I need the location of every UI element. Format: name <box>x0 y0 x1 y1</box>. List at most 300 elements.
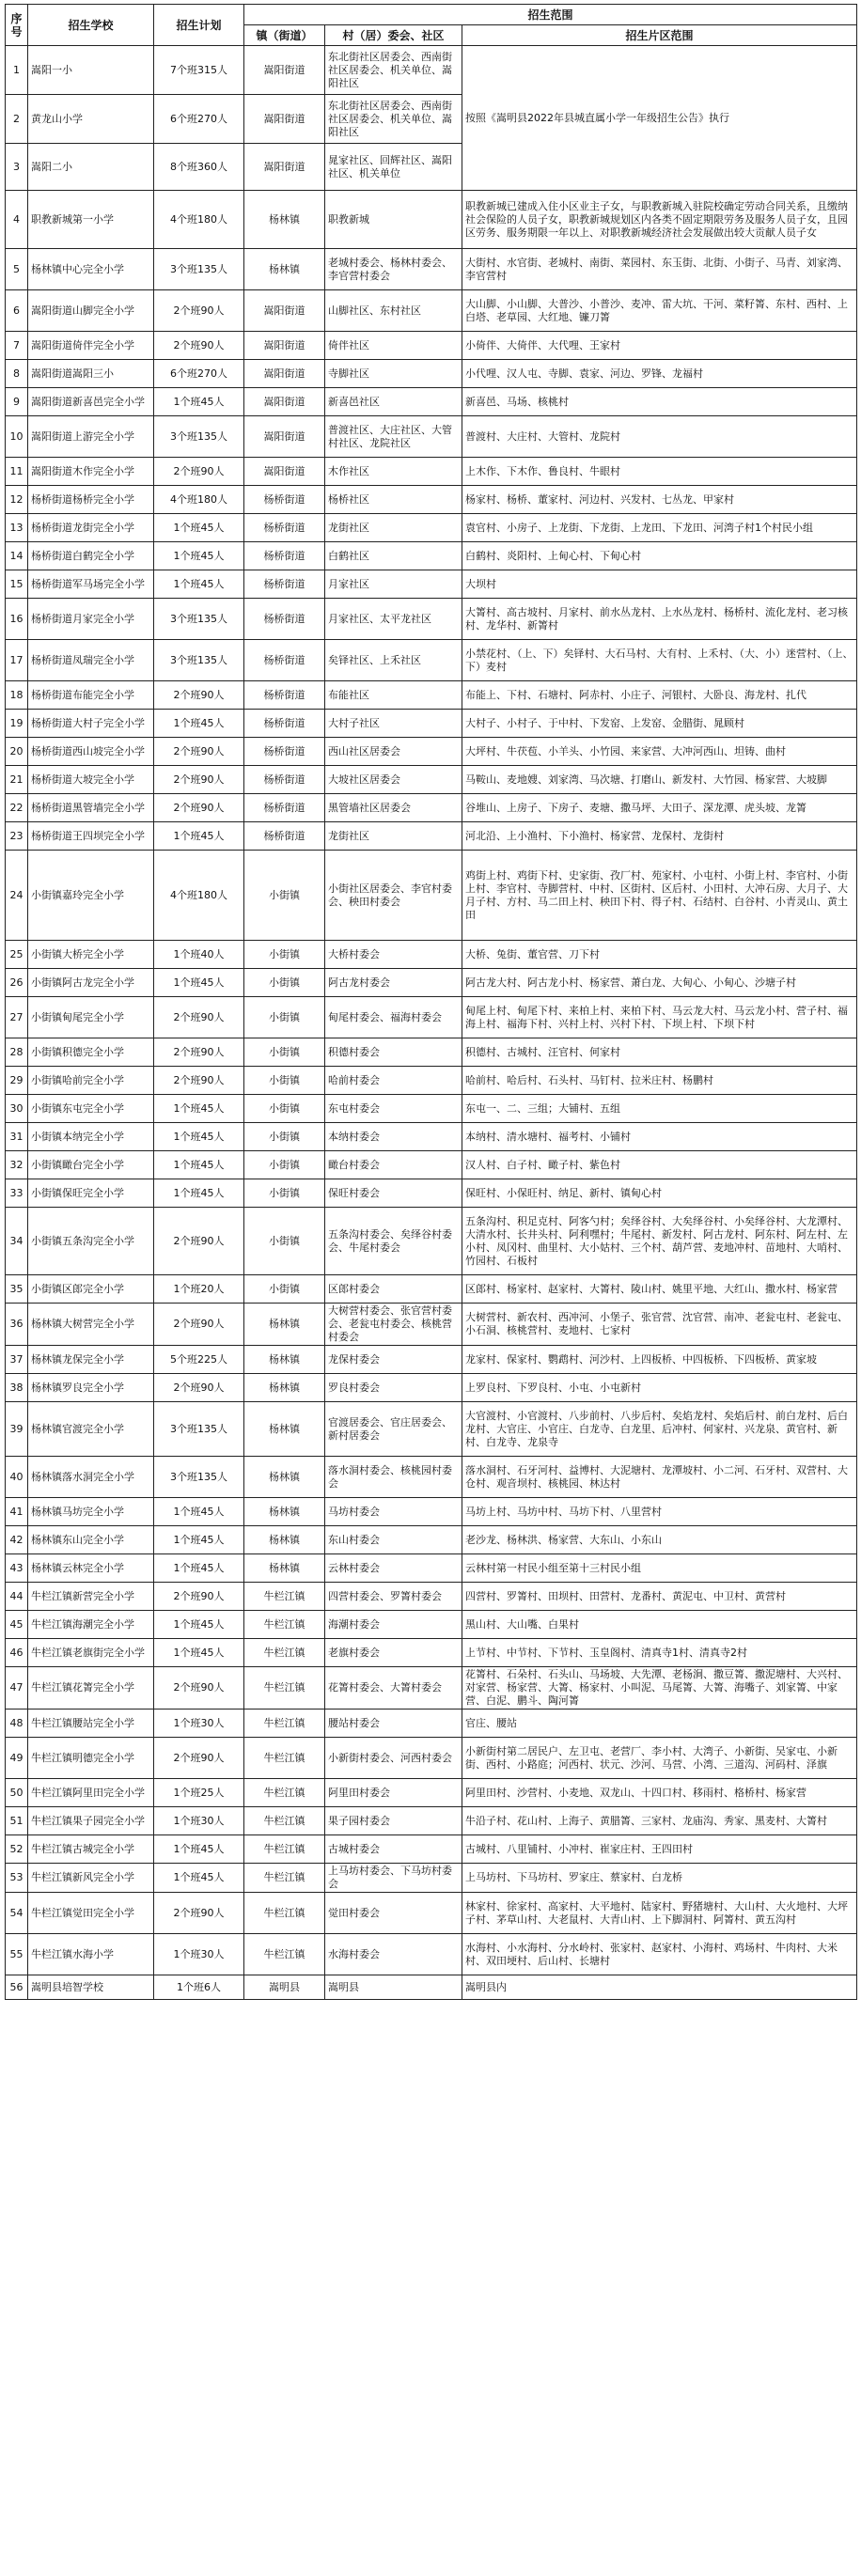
town-name: 杨林镇 <box>244 1554 325 1583</box>
table-body <box>6 46 857 2000</box>
enrollment-plan: 1个班45人 <box>154 1498 244 1526</box>
village-committee: 大树营村委会、张官营村委会、老瓮屯村委会、核桃营村委会 <box>325 1304 462 1346</box>
enrollment-plan: 8个班360人 <box>154 144 244 191</box>
table-row <box>6 969 857 997</box>
enrollment-plan: 1个班45人 <box>154 388 244 416</box>
town-name: 牛栏江镇 <box>244 1835 325 1864</box>
table-row <box>6 1710 857 1738</box>
school-name: 嵩阳街道嵩阳三小 <box>28 360 154 388</box>
village-committee: 矣铎社区、上禾社区 <box>325 640 462 681</box>
row-number: 19 <box>6 710 28 738</box>
row-number: 26 <box>6 969 28 997</box>
school-name: 小街镇保旺完全小学 <box>28 1179 154 1208</box>
row-number: 38 <box>6 1374 28 1402</box>
row-number: 28 <box>6 1038 28 1067</box>
school-name: 杨桥街道军马场完全小学 <box>28 570 154 599</box>
header-row-1 <box>6 5 857 25</box>
enrollment-area: 大桥、兔街、董官营、刀下村 <box>462 941 857 969</box>
school-name: 小街镇区郎完全小学 <box>28 1275 154 1304</box>
enrollment-plan: 3个班135人 <box>154 249 244 290</box>
enrollment-area: 马坊上村、马坊中村、马坊下村、八里营村 <box>462 1498 857 1526</box>
enrollment-plan: 1个班45人 <box>154 1179 244 1208</box>
table-row <box>6 416 857 458</box>
row-number: 40 <box>6 1457 28 1498</box>
header-scope: 招生范围 <box>244 5 857 25</box>
row-number: 49 <box>6 1738 28 1779</box>
school-name: 牛栏江镇新营完全小学 <box>28 1583 154 1611</box>
enrollment-plan: 2个班90人 <box>154 1208 244 1275</box>
school-name: 小街镇五条沟完全小学 <box>28 1208 154 1275</box>
row-number: 54 <box>6 1893 28 1934</box>
school-name: 杨桥街道黑管墙完全小学 <box>28 794 154 822</box>
enrollment-area: 甸尾上村、甸尾下村、来柏上村、来柏下村、马云龙大村、马云龙小村、营子村、福海上村、福海下村、兴村上村、兴村下村、下坝上村、下坝下村 <box>462 997 857 1038</box>
table-row <box>6 1067 857 1095</box>
row-number: 34 <box>6 1208 28 1275</box>
row-number: 31 <box>6 1123 28 1151</box>
enrollment-area: 牛沿子村、花山村、上海子、黄腊箐、三家村、龙庙沟、秀家、黑麦村、大箐村 <box>462 1807 857 1835</box>
village-committee: 山脚社区、东村社区 <box>325 290 462 332</box>
table-row <box>6 1095 857 1123</box>
table-row <box>6 332 857 360</box>
table-row <box>6 1374 857 1402</box>
enrollment-plan: 3个班135人 <box>154 1402 244 1457</box>
header-area: 招生片区范围 <box>462 25 857 46</box>
row-number: 51 <box>6 1807 28 1835</box>
village-committee: 瞰台村委会 <box>325 1151 462 1179</box>
row-number: 13 <box>6 514 28 542</box>
school-name: 杨桥街道布能完全小学 <box>28 681 154 710</box>
village-committee: 老旗村委会 <box>325 1639 462 1667</box>
row-number: 45 <box>6 1611 28 1639</box>
row-number: 43 <box>6 1554 28 1583</box>
town-name: 杨桥街道 <box>244 542 325 570</box>
village-committee: 大桥村委会 <box>325 941 462 969</box>
table-row <box>6 1807 857 1835</box>
table-row <box>6 1893 857 1934</box>
town-name: 杨桥街道 <box>244 681 325 710</box>
village-committee: 黑管墙社区居委会 <box>325 794 462 822</box>
table-row <box>6 1179 857 1208</box>
enrollment-area: 小禁花村、（上、下）矣铎村、大石马村、大有村、上禾村、（大、小）迷营村、（上、下）麦村 <box>462 640 857 681</box>
enrollment-area: 大树营村、新农村、西冲河、小堡子、张官营、沈官营、南冲、老瓮屯村、老瓮屯、小石洞、核桃营村、麦地村、七家村 <box>462 1304 857 1346</box>
village-committee: 木作社区 <box>325 458 462 486</box>
table-row <box>6 599 857 640</box>
town-name: 牛栏江镇 <box>244 1934 325 1975</box>
row-number: 30 <box>6 1095 28 1123</box>
town-name: 杨桥街道 <box>244 738 325 766</box>
town-name: 牛栏江镇 <box>244 1893 325 1934</box>
school-name: 牛栏江镇老旗街完全小学 <box>28 1639 154 1667</box>
enrollment-area: 五条沟村、积足克村、阿客勺村；矣绎谷村、大矣绎谷村、小矣绎谷村、大龙潭村、大清水村、长井头村、阿利嘿村；牛尾村、新发村、阿古龙村、阿东村、阿左村、左小村、凤冈村、曲里村、大小姑村、三个村、葫芦营、麦地冲村、苗地村、大哨村、竹园村、石板村 <box>462 1208 857 1275</box>
town-name: 小街镇 <box>244 1067 325 1095</box>
enrollment-plan: 1个班45人 <box>154 969 244 997</box>
table-row <box>6 1738 857 1779</box>
enrollment-plan: 3个班135人 <box>154 599 244 640</box>
school-name: 嵩阳街道上游完全小学 <box>28 416 154 458</box>
row-number: 53 <box>6 1864 28 1893</box>
enrollment-plan: 1个班20人 <box>154 1275 244 1304</box>
enrollment-area: 大山脚、小山脚、大普沙、小普沙、麦冲、雷大坑、干河、菜籽箐、东村、西村、上白塔、老草园、大红地、镰刀箐 <box>462 290 857 332</box>
enrollment-area: 上罗良村、下罗良村、小屯、小屯新村 <box>462 1374 857 1402</box>
enrollment-plan: 1个班45人 <box>154 1639 244 1667</box>
row-number: 44 <box>6 1583 28 1611</box>
enrollment-plan: 2个班90人 <box>154 1067 244 1095</box>
enrollment-area: 东屯一、二、三组；大铺村、五组 <box>462 1095 857 1123</box>
enrollment-area: 职教新城已建成入住小区业主子女，与职教新城入驻院校确定劳动合同关系，且缴纳社会保险的人员子女，职教新城规划区内各类不固定期限劳务及服务人员子女，且园区劳务、服务期限一年以上、对职教新城经济社会发展做出较大贡献人员子女 <box>462 191 857 249</box>
school-name: 嵩阳街道新喜邑完全小学 <box>28 388 154 416</box>
enrollment-area: 本纳村、清水塘村、福考村、小铺村 <box>462 1123 857 1151</box>
enrollment-plan: 3个班135人 <box>154 640 244 681</box>
row-number: 23 <box>6 822 28 851</box>
enrollment-plan: 1个班45人 <box>154 710 244 738</box>
row-number: 52 <box>6 1835 28 1864</box>
enrollment-area: 嵩明县内 <box>462 1975 857 2000</box>
school-name: 小街镇本纳完全小学 <box>28 1123 154 1151</box>
table-row <box>6 570 857 599</box>
enrollment-area: 大坪村、牛茯苞、小羊头、小竹园、来家营、大冲河西山、坦铸、曲村 <box>462 738 857 766</box>
enrollment-area: 黑山村、大山嘴、白果村 <box>462 1611 857 1639</box>
village-committee: 布能社区 <box>325 681 462 710</box>
enrollment-plan: 1个班45人 <box>154 1151 244 1179</box>
enrollment-plan: 1个班45人 <box>154 570 244 599</box>
school-name: 杨桥街道杨桥完全小学 <box>28 486 154 514</box>
enrollment-plan: 2个班90人 <box>154 1893 244 1934</box>
row-number: 56 <box>6 1975 28 2000</box>
village-committee: 普渡社区、大庄社区、大管村社区、龙院社区 <box>325 416 462 458</box>
enrollment-plan: 3个班135人 <box>154 1457 244 1498</box>
table-row <box>6 46 857 95</box>
village-committee: 罗良村委会 <box>325 1374 462 1402</box>
village-committee: 区郎村委会 <box>325 1275 462 1304</box>
school-name: 杨林镇东山完全小学 <box>28 1526 154 1554</box>
row-number: 14 <box>6 542 28 570</box>
town-name: 牛栏江镇 <box>244 1611 325 1639</box>
school-name: 牛栏江镇阿里田完全小学 <box>28 1779 154 1807</box>
town-name: 杨林镇 <box>244 249 325 290</box>
enrollment-area: 杨家村、杨桥、董家村、河边村、兴发村、七丛龙、甲家村 <box>462 486 857 514</box>
table-row <box>6 1123 857 1151</box>
enrollment-plan: 2个班90人 <box>154 766 244 794</box>
village-committee: 小新街村委会、河西村委会 <box>325 1738 462 1779</box>
table-row <box>6 710 857 738</box>
town-name: 小街镇 <box>244 941 325 969</box>
row-number: 6 <box>6 290 28 332</box>
school-name: 牛栏江镇果子园完全小学 <box>28 1807 154 1835</box>
row-number: 27 <box>6 997 28 1038</box>
town-name: 牛栏江镇 <box>244 1779 325 1807</box>
village-committee: 云林村委会 <box>325 1554 462 1583</box>
table-row <box>6 191 857 249</box>
enrollment-area: 汉人村、白子村、瞰子村、紫色村 <box>462 1151 857 1179</box>
enrollment-plan: 1个班45人 <box>154 514 244 542</box>
village-committee: 小街社区居委会、李官村委会、秧田村委会 <box>325 851 462 941</box>
table-row <box>6 542 857 570</box>
school-name: 小街镇嘉玲完全小学 <box>28 851 154 941</box>
table-row <box>6 766 857 794</box>
enrollment-area: 布能上、下村、石塘村、阿赤村、小庄子、河银村、大卧良、海龙村、扎代 <box>462 681 857 710</box>
town-name: 嵩阳街道 <box>244 46 325 95</box>
table-row <box>6 1151 857 1179</box>
school-name: 杨林镇中心完全小学 <box>28 249 154 290</box>
town-name: 杨林镇 <box>244 1374 325 1402</box>
table-row <box>6 486 857 514</box>
school-name: 杨桥街道大坡完全小学 <box>28 766 154 794</box>
header-plan: 招生计划 <box>154 5 244 46</box>
enrollment-table <box>5 4 857 2000</box>
town-name: 杨桥街道 <box>244 514 325 542</box>
town-name: 杨桥街道 <box>244 486 325 514</box>
row-number: 50 <box>6 1779 28 1807</box>
enrollment-plan: 2个班90人 <box>154 738 244 766</box>
enrollment-area: 花箐村、石朵村、石头山、马场坡、大先潭、老杨涧、撒豆箐、撒泥塘村、大兴村、对家营、杨家营、大箐、杨家村、小叫泥、马尾箐、大箐、海嘴子、刘家箐、中家营、白泥、鹏斗、陶河箐 <box>462 1667 857 1710</box>
school-name: 牛栏江镇觉田完全小学 <box>28 1893 154 1934</box>
town-name: 小街镇 <box>244 997 325 1038</box>
town-name: 小街镇 <box>244 1208 325 1275</box>
school-name: 牛栏江镇海潮完全小学 <box>28 1611 154 1639</box>
school-name: 杨桥街道白鹤完全小学 <box>28 542 154 570</box>
header-town: 镇（街道） <box>244 25 325 46</box>
school-name: 嵩阳一小 <box>28 46 154 95</box>
table-row <box>6 1038 857 1067</box>
enrollment-plan: 4个班180人 <box>154 191 244 249</box>
town-name: 杨桥街道 <box>244 599 325 640</box>
row-number: 12 <box>6 486 28 514</box>
row-number: 1 <box>6 46 28 95</box>
village-committee: 果子园村委会 <box>325 1807 462 1835</box>
row-number: 24 <box>6 851 28 941</box>
town-name: 杨林镇 <box>244 1526 325 1554</box>
town-name: 小街镇 <box>244 1179 325 1208</box>
school-name: 杨桥街道凤瑞完全小学 <box>28 640 154 681</box>
row-number: 9 <box>6 388 28 416</box>
enrollment-plan: 1个班45人 <box>154 1095 244 1123</box>
village-committee: 阿里田村委会 <box>325 1779 462 1807</box>
enrollment-plan: 2个班90人 <box>154 1667 244 1710</box>
table-row <box>6 1554 857 1583</box>
row-number: 33 <box>6 1179 28 1208</box>
village-committee: 保旺村委会 <box>325 1179 462 1208</box>
village-committee: 马坊村委会 <box>325 1498 462 1526</box>
school-name: 杨林镇落水洞完全小学 <box>28 1457 154 1498</box>
enrollment-area: 大箐村、高古坡村、月家村、前水丛龙村、上水丛龙村、杨桥村、流化龙村、老习核村、龙华村、新箐村 <box>462 599 857 640</box>
village-committee: 东北街社区居委会、西南街社区居委会、机关单位、嵩阳社区 <box>325 46 462 95</box>
town-name: 小街镇 <box>244 1151 325 1179</box>
town-name: 牛栏江镇 <box>244 1667 325 1710</box>
town-name: 杨桥街道 <box>244 822 325 851</box>
enrollment-area: 林家村、徐家村、高家村、大平地村、陆家村、野猪塘村、大山村、大火地村、大坪子村、茅草山村、大老鼠村、大青山村、上下脚洞村、阿箐村、黄五沟村 <box>462 1893 857 1934</box>
town-name: 嵩阳街道 <box>244 416 325 458</box>
enrollment-area: 官庄、腰站 <box>462 1710 857 1738</box>
enrollment-plan: 1个班30人 <box>154 1807 244 1835</box>
enrollment-area: 马鞍山、麦地嫂、刘家湾、马次塘、打磨山、新发村、大竹园、杨家营、大坡脚 <box>462 766 857 794</box>
village-committee: 古城村委会 <box>325 1835 462 1864</box>
enrollment-plan: 6个班270人 <box>154 95 244 144</box>
enrollment-area: 大官渡村、小官渡村、八步前村、八步后村、矣焰龙村、矣焰后村、前白龙村、后白龙村、大官庄、小官庄、白龙寺、白龙里、后冲村、何家村、兴龙泉、黄官村、新村、白龙寺、龙泉寺 <box>462 1402 857 1457</box>
enrollment-area: 普渡村、大庄村、大管村、龙院村 <box>462 416 857 458</box>
enrollment-area: 小新街村第二居民户、左卫屯、老营厂、李小村、大湾子、小新街、吴家屯、小新街、西村、小路庭；河西村、状元、沙河、马营、小湾、三道沟、河码村、泽旗 <box>462 1738 857 1779</box>
table-row <box>6 1864 857 1893</box>
table-row <box>6 1402 857 1457</box>
school-name: 牛栏江镇新风完全小学 <box>28 1864 154 1893</box>
village-committee: 东屯村委会 <box>325 1095 462 1123</box>
town-name: 嵩阳街道 <box>244 458 325 486</box>
village-committee: 西山社区居委会 <box>325 738 462 766</box>
row-number: 35 <box>6 1275 28 1304</box>
row-number: 25 <box>6 941 28 969</box>
enrollment-plan: 1个班6人 <box>154 1975 244 2000</box>
row-number: 5 <box>6 249 28 290</box>
row-number: 46 <box>6 1639 28 1667</box>
town-name: 杨桥街道 <box>244 710 325 738</box>
enrollment-plan: 2个班90人 <box>154 681 244 710</box>
enrollment-plan: 2个班90人 <box>154 332 244 360</box>
table-row <box>6 822 857 851</box>
village-committee: 大坡社区居委会 <box>325 766 462 794</box>
village-committee: 阿古龙村委会 <box>325 969 462 997</box>
enrollment-area: 谷堆山、上房子、下房子、麦塘、撒马坪、大田子、深龙潭、虎头坡、龙箐 <box>462 794 857 822</box>
enrollment-area: 按照《嵩明县2022年县城直属小学一年级招生公告》执行 <box>462 46 857 191</box>
town-name: 小街镇 <box>244 1275 325 1304</box>
town-name: 嵩阳街道 <box>244 332 325 360</box>
enrollment-plan: 6个班270人 <box>154 360 244 388</box>
enrollment-plan: 1个班30人 <box>154 1934 244 1975</box>
enrollment-area: 鸡街上村、鸡街下村、史家街、孜厂村、苑家村、小屯村、小街上村、李官村、小街上村、李官村、寺脚营村、中村、区街村、区后村、小田村、大冲石房、大月子、大月子村、方村、马二田上村、秧田下村、得子村、石结村、白谷村、小青灵山、黄土田 <box>462 851 857 941</box>
town-name: 小街镇 <box>244 1095 325 1123</box>
enrollment-area: 古城村、八里铺村、小冲村、崔家庄村、王四田村 <box>462 1835 857 1864</box>
town-name: 牛栏江镇 <box>244 1864 325 1893</box>
village-committee: 龙街社区 <box>325 822 462 851</box>
table-row <box>6 997 857 1038</box>
village-committee: 职教新城 <box>325 191 462 249</box>
row-number: 55 <box>6 1934 28 1975</box>
table-row <box>6 851 857 941</box>
row-number: 22 <box>6 794 28 822</box>
school-name: 杨林镇马坊完全小学 <box>28 1498 154 1526</box>
table-row <box>6 1526 857 1554</box>
village-committee: 龙街社区 <box>325 514 462 542</box>
school-name: 牛栏江镇古城完全小学 <box>28 1835 154 1864</box>
village-committee: 龙保村委会 <box>325 1346 462 1374</box>
village-committee: 海潮村委会 <box>325 1611 462 1639</box>
village-committee: 官渡居委会、官庄居委会、新村居委会 <box>325 1402 462 1457</box>
village-committee: 花箐村委会、大箐村委会 <box>325 1667 462 1710</box>
enrollment-area: 小代哩、汉人屯、寺脚、袁家、河边、罗锋、龙福村 <box>462 360 857 388</box>
enrollment-plan: 1个班45人 <box>154 822 244 851</box>
enrollment-plan: 4个班180人 <box>154 851 244 941</box>
table-row <box>6 1934 857 1975</box>
village-committee: 新喜邑社区 <box>325 388 462 416</box>
village-committee: 上马坊村委会、下马坊村委会 <box>325 1864 462 1893</box>
town-name: 嵩阳街道 <box>244 360 325 388</box>
table-row <box>6 1835 857 1864</box>
enrollment-plan: 4个班180人 <box>154 486 244 514</box>
row-number: 42 <box>6 1526 28 1554</box>
enrollment-plan: 1个班45人 <box>154 542 244 570</box>
school-name: 小街镇阿古龙完全小学 <box>28 969 154 997</box>
table-row <box>6 249 857 290</box>
enrollment-plan: 1个班45人 <box>154 1554 244 1583</box>
school-name: 黄龙山小学 <box>28 95 154 144</box>
town-name: 小街镇 <box>244 1123 325 1151</box>
enrollment-plan: 2个班90人 <box>154 1038 244 1067</box>
row-number: 37 <box>6 1346 28 1374</box>
header-no: 序号 <box>6 5 28 46</box>
town-name: 牛栏江镇 <box>244 1807 325 1835</box>
table-row <box>6 1639 857 1667</box>
town-name: 嵩阳街道 <box>244 144 325 191</box>
enrollment-area: 大坝村 <box>462 570 857 599</box>
row-number: 15 <box>6 570 28 599</box>
table-row <box>6 1667 857 1710</box>
table-row <box>6 1304 857 1346</box>
school-name: 杨林镇大树营完全小学 <box>28 1304 154 1346</box>
enrollment-area: 保旺村、小保旺村、纳足、新村、镇甸心村 <box>462 1179 857 1208</box>
town-name: 杨桥街道 <box>244 640 325 681</box>
enrollment-area: 袁官村、小房子、上龙街、下龙街、上龙田、下龙田、河湾子村1个村民小组 <box>462 514 857 542</box>
village-committee: 东山村委会 <box>325 1526 462 1554</box>
row-number: 2 <box>6 95 28 144</box>
town-name: 嵩阳街道 <box>244 388 325 416</box>
enrollment-plan: 1个班30人 <box>154 1710 244 1738</box>
table-row <box>6 290 857 332</box>
village-committee: 月家社区 <box>325 570 462 599</box>
enrollment-plan: 1个班45人 <box>154 1835 244 1864</box>
village-committee: 积德村委会 <box>325 1038 462 1067</box>
enrollment-area: 落水洞村、石牙河村、益博村、大泥塘村、龙潭坡村、小二河、石牙村、双营村、大仓村、观音坝村、核桃园、林达村 <box>462 1457 857 1498</box>
town-name: 小街镇 <box>244 851 325 941</box>
town-name: 嵩阳街道 <box>244 290 325 332</box>
row-number: 21 <box>6 766 28 794</box>
table-row <box>6 1457 857 1498</box>
town-name: 小街镇 <box>244 969 325 997</box>
enrollment-plan: 2个班90人 <box>154 1304 244 1346</box>
header-village: 村（居）委会、社区 <box>325 25 462 46</box>
enrollment-table-container <box>5 4 856 2000</box>
town-name: 嵩明县 <box>244 1975 325 2000</box>
school-name: 小街镇积德完全小学 <box>28 1038 154 1067</box>
row-number: 3 <box>6 144 28 191</box>
row-number: 7 <box>6 332 28 360</box>
enrollment-plan: 7个班315人 <box>154 46 244 95</box>
row-number: 47 <box>6 1667 28 1710</box>
enrollment-plan: 2个班90人 <box>154 794 244 822</box>
table-row <box>6 1208 857 1275</box>
row-number: 32 <box>6 1151 28 1179</box>
row-number: 10 <box>6 416 28 458</box>
school-name: 职教新城第一小学 <box>28 191 154 249</box>
village-committee: 落水洞村委会、核桃园村委会 <box>325 1457 462 1498</box>
enrollment-area: 哈前村、哈后村、石头村、马钉村、拉米庄村、杨鹏村 <box>462 1067 857 1095</box>
enrollment-plan: 1个班45人 <box>154 1611 244 1639</box>
table-row <box>6 681 857 710</box>
table-row <box>6 794 857 822</box>
village-committee: 老城村委会、杨林村委会、李官营村委会 <box>325 249 462 290</box>
table-row <box>6 1583 857 1611</box>
enrollment-area: 阿里田村、沙营村、小麦地、双龙山、十四口村、移雨村、格桥村、杨家营 <box>462 1779 857 1807</box>
school-name: 杨桥街道月家完全小学 <box>28 599 154 640</box>
village-committee: 甸尾村委会、福海村委会 <box>325 997 462 1038</box>
village-committee: 月家社区、太平龙社区 <box>325 599 462 640</box>
row-number: 8 <box>6 360 28 388</box>
enrollment-plan: 2个班90人 <box>154 997 244 1038</box>
school-name: 杨林镇云林完全小学 <box>28 1554 154 1583</box>
school-name: 小街镇大桥完全小学 <box>28 941 154 969</box>
enrollment-plan: 2个班90人 <box>154 1738 244 1779</box>
school-name: 杨林镇龙保完全小学 <box>28 1346 154 1374</box>
enrollment-area: 河北沿、上小渔村、下小渔村、杨家营、龙保村、龙街村 <box>462 822 857 851</box>
header-school: 招生学校 <box>28 5 154 46</box>
town-name: 牛栏江镇 <box>244 1583 325 1611</box>
